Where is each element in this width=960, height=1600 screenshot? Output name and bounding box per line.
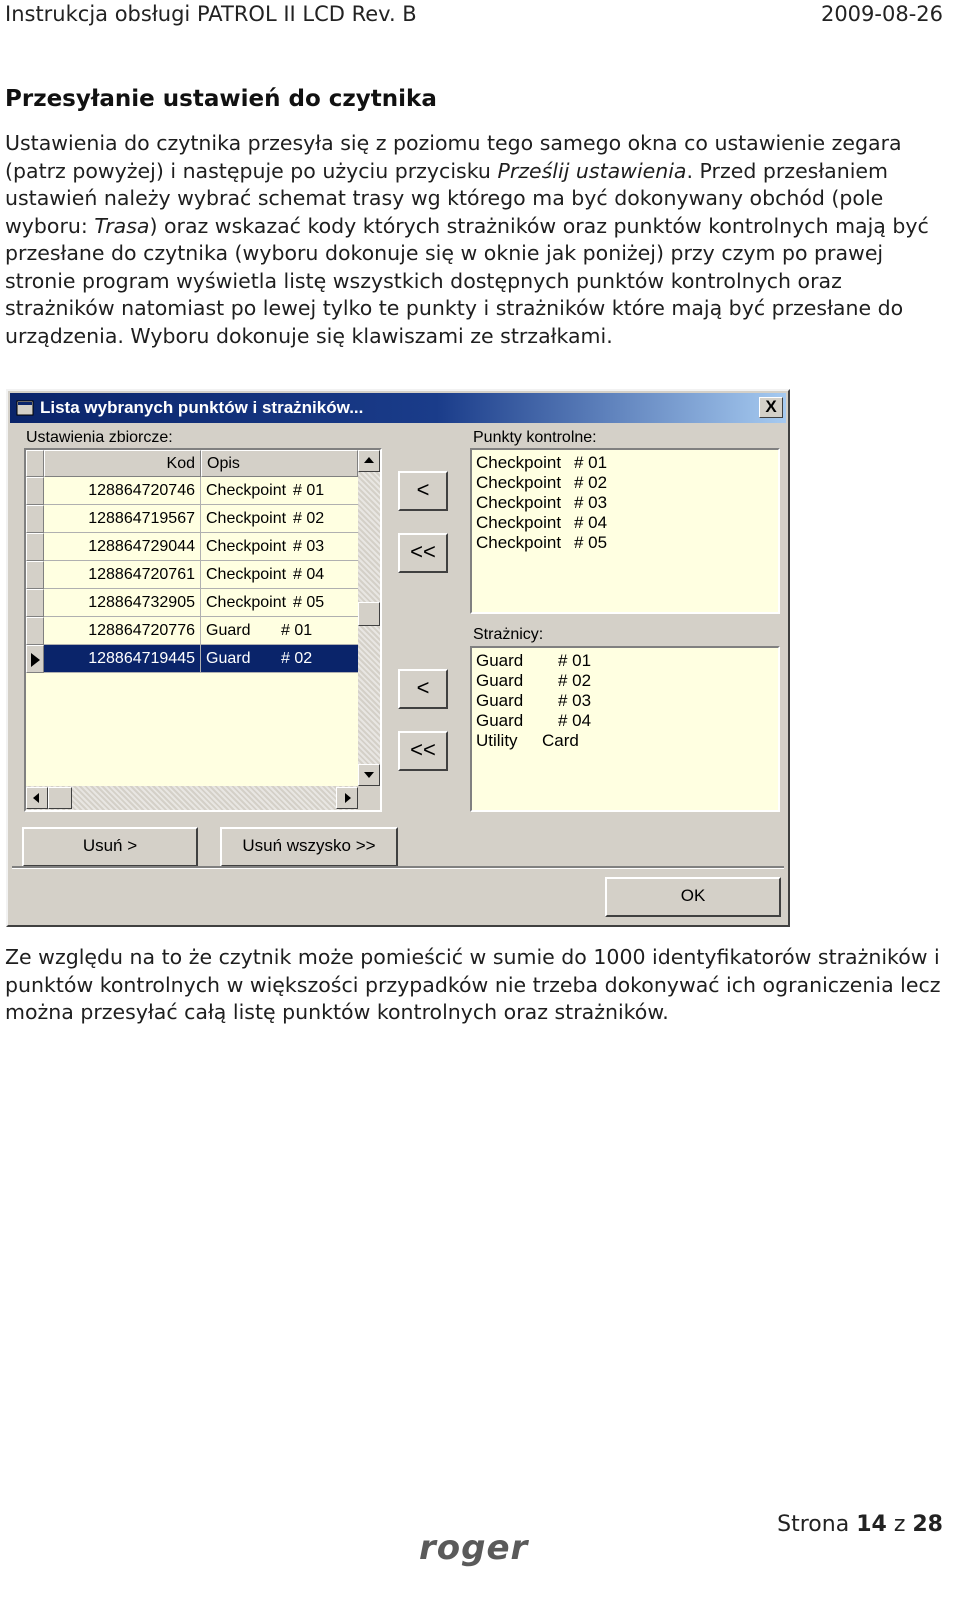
roger-logo: roger [419, 1528, 529, 1568]
selected-items-grid[interactable] [24, 448, 382, 812]
cell-kod: 128864732905 [44, 589, 201, 617]
cell-kod: 128864719445 [44, 645, 201, 673]
document-title: Instrukcja obsługi PATROL II LCD Rev. B [5, 2, 417, 26]
checkpoints-label: Punkty kontrolne: [473, 429, 597, 446]
horizontal-scrollbar[interactable] [26, 786, 362, 810]
add-checkpoint-button[interactable]: < [398, 471, 448, 511]
left-list-label: Ustawienia zbiorcze: [26, 429, 173, 446]
cell-kod: 128864719567 [44, 505, 201, 533]
intro-text-3: ) oraz wskazać kody których strażników oraz punktów kontrolnych mają być przesłane do czytnika (wyboru dokonuje się w oknie jak poniżej) przy czym po prawej stronie program wyświetla listę wszystkich dostępnych punktów kontrolnych oraz strażników natomiast po lewej tylko te punkty i strażników które mają być przesłane do urządzenia. Wyboru dokonuje się klawiszami ze strzałkami. [5, 213, 929, 348]
cell-opis: Checkpoint # 04 [201, 561, 358, 589]
arrow-down-icon [364, 772, 374, 778]
table-row-selected[interactable] [26, 645, 358, 673]
cell-opis: Checkpoint # 01 [201, 477, 358, 505]
dialog-titlebar [10, 393, 786, 423]
intro-button-ref: Prześlij ustawienia [497, 158, 687, 183]
closing-paragraph: Ze względu na to że czytnik może pomieścić w sumie do 1000 identyfikatorów strażników i punktów kontrolnych w większości przypadków nie trzeba dokonywać ich ograniczenia lecz można przesyłać całą listę punktów kontrolnych oraz strażników. [5, 945, 941, 1024]
column-header-opis[interactable]: Opis [201, 450, 358, 477]
row-pointer-icon [26, 645, 44, 673]
table-row[interactable] [26, 617, 358, 645]
table-row[interactable] [26, 533, 358, 561]
cell-kod: 128864720746 [44, 477, 201, 505]
cell-kod: 128864720761 [44, 561, 201, 589]
intro-field-ref: Trasa [94, 213, 150, 238]
vertical-scrollbar[interactable] [358, 450, 380, 786]
guards-list[interactable]: Guard # 01 Guard # 02 Guard # 03 Guard # 04 Utility Card [470, 646, 780, 812]
arrow-left-icon [33, 793, 39, 803]
arrow-up-icon [364, 457, 374, 463]
cell-kod: 128864729044 [44, 533, 201, 561]
add-all-guards-button[interactable]: << [398, 731, 448, 771]
close-button[interactable]: X [759, 397, 783, 418]
page-number: Strona 14 z 28 [777, 1512, 943, 1537]
document-date: 2009-08-26 [820, 2, 943, 26]
table-row[interactable] [26, 589, 358, 617]
table-row[interactable] [26, 477, 358, 505]
checkpoints-list[interactable]: Checkpoint # 01 Checkpoint # 02 Checkpoint # 03 Checkpoint # 04 Checkpoint # 05 [470, 448, 780, 614]
selection-dialog [6, 389, 790, 927]
cell-opis: Checkpoint # 03 [201, 533, 358, 561]
scroll-right-button[interactable] [336, 787, 358, 809]
intro-text-1: Ustawienia do czytnika przesyła się z poziomu tego samego okna co ustawienie zegara (patrz powyżej) i następuje po użyciu przycisku [5, 131, 902, 183]
remove-button[interactable]: Usuń > [22, 827, 198, 867]
cell-kod: 128864720776 [44, 617, 201, 645]
add-guard-button[interactable]: < [398, 669, 448, 709]
arrow-right-icon [345, 793, 351, 803]
intro-paragraph [5, 130, 945, 350]
remove-all-button[interactable]: Usuń wszysko >> [220, 827, 398, 867]
ok-button[interactable]: OK [605, 877, 781, 917]
add-all-checkpoints-button[interactable]: << [398, 533, 448, 573]
dialog-title: Lista wybranych punktów i strażników... [40, 398, 364, 417]
scroll-thumb[interactable] [358, 602, 380, 626]
hscroll-thumb[interactable] [48, 787, 72, 809]
table-row[interactable] [26, 505, 358, 533]
window-icon [16, 399, 34, 417]
scroll-up-button[interactable] [358, 450, 380, 472]
table-row[interactable] [26, 561, 358, 589]
scroll-down-button[interactable] [358, 764, 380, 786]
intro-text-2: . Przed przesłaniem ustawień należy wybrać schemat trasy wg którego ma być dokonywany obchód (pole wyboru: [5, 158, 889, 238]
cell-opis: Checkpoint # 02 [201, 505, 358, 533]
column-header-kod[interactable]: Kod [44, 450, 201, 477]
cell-opis: Guard # 01 [201, 617, 358, 645]
section-title: Przesyłanie ustawień do czytnika [5, 86, 437, 112]
scroll-left-button[interactable] [26, 787, 48, 809]
guards-label: Strażnicy: [473, 626, 544, 643]
page-header [5, 2, 943, 32]
cell-opis: Guard # 02 [201, 645, 358, 673]
cell-opis: Checkpoint # 05 [201, 589, 358, 617]
grid-header [26, 450, 358, 477]
